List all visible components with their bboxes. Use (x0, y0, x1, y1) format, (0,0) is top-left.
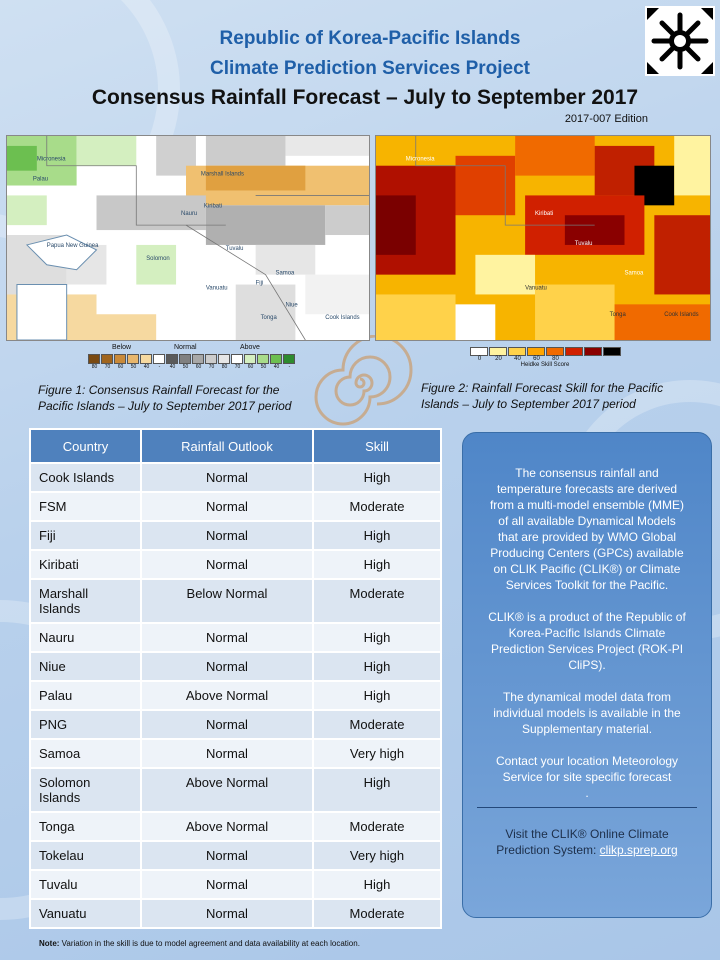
table-note (39, 939, 360, 948)
cell-outlook: Normal (141, 463, 313, 492)
legend-swatch (127, 354, 139, 364)
cell-country: Tuvalu (30, 870, 141, 899)
panel-visit (487, 826, 687, 858)
note-label: Note: (39, 939, 60, 948)
svg-text:Solomon: Solomon (146, 255, 170, 262)
legend-value: 70 (234, 364, 241, 370)
legend-swatch (88, 354, 100, 364)
svg-text:Tuvalu: Tuvalu (225, 245, 244, 252)
svg-text:Samoa: Samoa (624, 270, 644, 277)
cell-country: Palau (30, 681, 141, 710)
panel-divider (477, 807, 697, 808)
legend-swatch (244, 354, 256, 364)
legend-swatch (153, 354, 165, 364)
legend-swatch (114, 354, 126, 364)
panel-paragraph-contact (487, 753, 687, 801)
rainfall-legend (88, 344, 296, 370)
legend-value: 0 (477, 356, 482, 362)
cell-outlook: Normal (141, 710, 313, 739)
forecast-skill-map (375, 135, 711, 341)
panel-paragraph-models: The dynamical model data from individual models is available in the Supplementary material. (493, 690, 681, 736)
svg-text:Cook Islands: Cook Islands (664, 312, 699, 319)
cell-skill: High (313, 521, 441, 550)
cell-outlook: Normal (141, 550, 313, 579)
cell-skill: High (313, 463, 441, 492)
svg-text:Vanuatu: Vanuatu (525, 285, 547, 292)
table-row (30, 579, 441, 623)
cell-skill: Moderate (313, 812, 441, 841)
cell-skill: Moderate (313, 899, 441, 928)
legend-swatch (470, 347, 488, 356)
svg-text:Palau: Palau (32, 176, 49, 183)
info-panel (462, 432, 712, 918)
header-country: Country (30, 429, 141, 463)
svg-text:Niue: Niue (285, 302, 298, 309)
cell-outlook: Normal (141, 841, 313, 870)
table-row (30, 652, 441, 681)
cell-skill: Moderate (313, 579, 441, 623)
legend-swatch (508, 347, 526, 356)
table-row (30, 841, 441, 870)
cell-outlook: Normal (141, 739, 313, 768)
cell-skill: High (313, 652, 441, 681)
clikp-link[interactable]: clikp.sprep.org (599, 843, 678, 857)
legend-value: 70 (208, 364, 215, 370)
table-row (30, 463, 441, 492)
legend-value: 50 (260, 364, 267, 370)
legend-values (88, 364, 296, 370)
table-row (30, 739, 441, 768)
cell-outlook: Normal (141, 623, 313, 652)
svg-text:Micronesia: Micronesia (405, 156, 435, 163)
cell-outlook: Normal (141, 521, 313, 550)
cell-country: Tonga (30, 812, 141, 841)
table-row (30, 623, 441, 652)
cell-skill: Very high (313, 841, 441, 870)
legend-value: 40 (169, 364, 176, 370)
cell-country: Cook Islands (30, 463, 141, 492)
legend-swatch (546, 347, 564, 356)
table-row (30, 492, 441, 521)
legend-swatches (88, 354, 296, 364)
legend-swatch (101, 354, 113, 364)
svg-text:Cook Islands: Cook Islands (325, 315, 360, 322)
legend-value: - (158, 364, 161, 370)
clips-logo-icon (645, 6, 715, 76)
legend-normal-label: Normal (174, 344, 197, 351)
table-header-row (30, 429, 441, 463)
legend-swatch (179, 354, 191, 364)
legend-swatch (270, 354, 282, 364)
cell-outlook: Normal (141, 870, 313, 899)
legend-swatch (527, 347, 545, 356)
cell-skill: High (313, 768, 441, 812)
table-row (30, 870, 441, 899)
table-row (30, 521, 441, 550)
cell-country: Vanuatu (30, 899, 141, 928)
legend-below-label: Below (112, 344, 132, 351)
legend-value: 60 (117, 364, 124, 370)
cell-skill: High (313, 623, 441, 652)
legend-swatch (257, 354, 269, 364)
cell-outlook: Normal (141, 492, 313, 521)
cell-country: Solomon Islands (30, 768, 141, 812)
header-rainfall-outlook: Rainfall Outlook (141, 429, 313, 463)
table-row (30, 681, 441, 710)
contact-dot: . (585, 786, 589, 800)
svg-text:Tonga: Tonga (260, 315, 277, 322)
legend-swatch (565, 347, 583, 356)
legend-swatch (603, 347, 621, 356)
legend-value: 40 (514, 356, 521, 362)
legend-value: 80 (91, 364, 98, 370)
cell-country: Niue (30, 652, 141, 681)
svg-text:Tuvalu: Tuvalu (574, 240, 593, 247)
cell-skill: High (313, 550, 441, 579)
svg-text:Nauru: Nauru (181, 211, 198, 218)
legend-above-label: Above (240, 344, 260, 351)
svg-text:Kiribati: Kiribati (203, 203, 223, 210)
legend-value: 60 (195, 364, 202, 370)
svg-text:Kiribati: Kiribati (535, 211, 554, 218)
cell-country: Fiji (30, 521, 141, 550)
cell-skill: Moderate (313, 710, 441, 739)
legend-swatch (231, 354, 243, 364)
table-row (30, 550, 441, 579)
skill-legend (470, 347, 622, 368)
cell-country: Tokelau (30, 841, 141, 870)
cell-outlook: Normal (141, 652, 313, 681)
legend-value: 60 (247, 364, 254, 370)
legend-value: 80 (552, 356, 559, 362)
legend-swatch (489, 347, 507, 356)
legend-swatch (283, 354, 295, 364)
header-skill: Skill (313, 429, 441, 463)
svg-text:Fiji: Fiji (255, 280, 264, 287)
legend-swatch (584, 347, 602, 356)
svg-text:Samoa: Samoa (275, 270, 295, 277)
figure2-caption: Figure 2: Rainfall Forecast Skill for the Pacific Islands – July to September 2017 period (421, 381, 664, 411)
legend-value: 60 (533, 356, 540, 362)
contact-text: Contact your location Meteorology Service for site specific forecast (495, 754, 679, 784)
legend-swatch (205, 354, 217, 364)
cell-country: PNG (30, 710, 141, 739)
cell-country: Kiribati (30, 550, 141, 579)
cell-outlook: Above Normal (141, 768, 313, 812)
cell-country: FSM (30, 492, 141, 521)
page-title: Consensus Rainfall Forecast – July to September 2017 (91, 86, 639, 109)
cell-country: Nauru (30, 623, 141, 652)
cell-outlook: Above Normal (141, 681, 313, 710)
project-title-line1: Republic of Korea-Pacific Islands (219, 28, 521, 49)
note-text: Variation in the skill is due to model agreement and data availability at each location. (59, 939, 360, 948)
project-title-line2: Climate Prediction Services Project (210, 58, 530, 79)
cell-country: Marshall Islands (30, 579, 141, 623)
rainfall-forecast-map (6, 135, 370, 341)
edition-label: 2017-007 Edition (564, 113, 648, 125)
table-row (30, 710, 441, 739)
cell-outlook: Normal (141, 899, 313, 928)
visit-text: Visit the CLIK® Online Climate Prediction System: (496, 827, 669, 857)
legend-value: 70 (104, 364, 111, 370)
legend-value: 40 (143, 364, 150, 370)
table-row (30, 899, 441, 928)
cell-outlook: Below Normal (141, 579, 313, 623)
panel-paragraph-mme: The consensus rainfall and temperature forecasts are derived from a multi-model ensemble (MME) of all available Dynamical Models that are provided by WMO Global Producing Centers (GPCs) available on CLIK Pacific (CLIK®) or Climate Services Toolkit for the Pacific. (489, 466, 685, 592)
svg-text:Tonga: Tonga (609, 312, 626, 319)
figure1-caption: Figure 1: Consensus Rainfall Forecast for the Pacific Islands – July to September 2017 period (38, 383, 292, 413)
svg-text:Marshall Islands: Marshall Islands (200, 171, 244, 178)
legend-value: 50 (182, 364, 189, 370)
legend-swatch (192, 354, 204, 364)
legend-swatches (470, 347, 622, 356)
legend-swatch (166, 354, 178, 364)
cell-skill: High (313, 870, 441, 899)
svg-text:Vanuatu: Vanuatu (205, 285, 228, 292)
legend-value: 50 (130, 364, 137, 370)
legend-value: 40 (273, 364, 280, 370)
cell-country: Samoa (30, 739, 141, 768)
legend-swatch (218, 354, 230, 364)
svg-text:Papua New Guinea: Papua New Guinea (46, 242, 99, 249)
legend-title: Heidke Skill Score (520, 362, 570, 368)
cell-skill: Very high (313, 739, 441, 768)
legend-swatch (140, 354, 152, 364)
legend-value: 80 (221, 364, 228, 370)
legend-value: - (288, 364, 291, 370)
cell-outlook: Above Normal (141, 812, 313, 841)
svg-text:Micronesia: Micronesia (36, 156, 66, 163)
panel-paragraph-clik: CLIK® is a product of the Republic of Korea-Pacific Islands Climate Prediction Services Project (ROK-PI CliPS). (488, 610, 686, 672)
table-row (30, 768, 441, 812)
rainfall-outlook-table (29, 428, 442, 929)
spiral-decoration (300, 335, 420, 430)
cell-skill: High (313, 681, 441, 710)
legend-value: 20 (495, 356, 502, 362)
table-row (30, 812, 441, 841)
cell-skill: Moderate (313, 492, 441, 521)
